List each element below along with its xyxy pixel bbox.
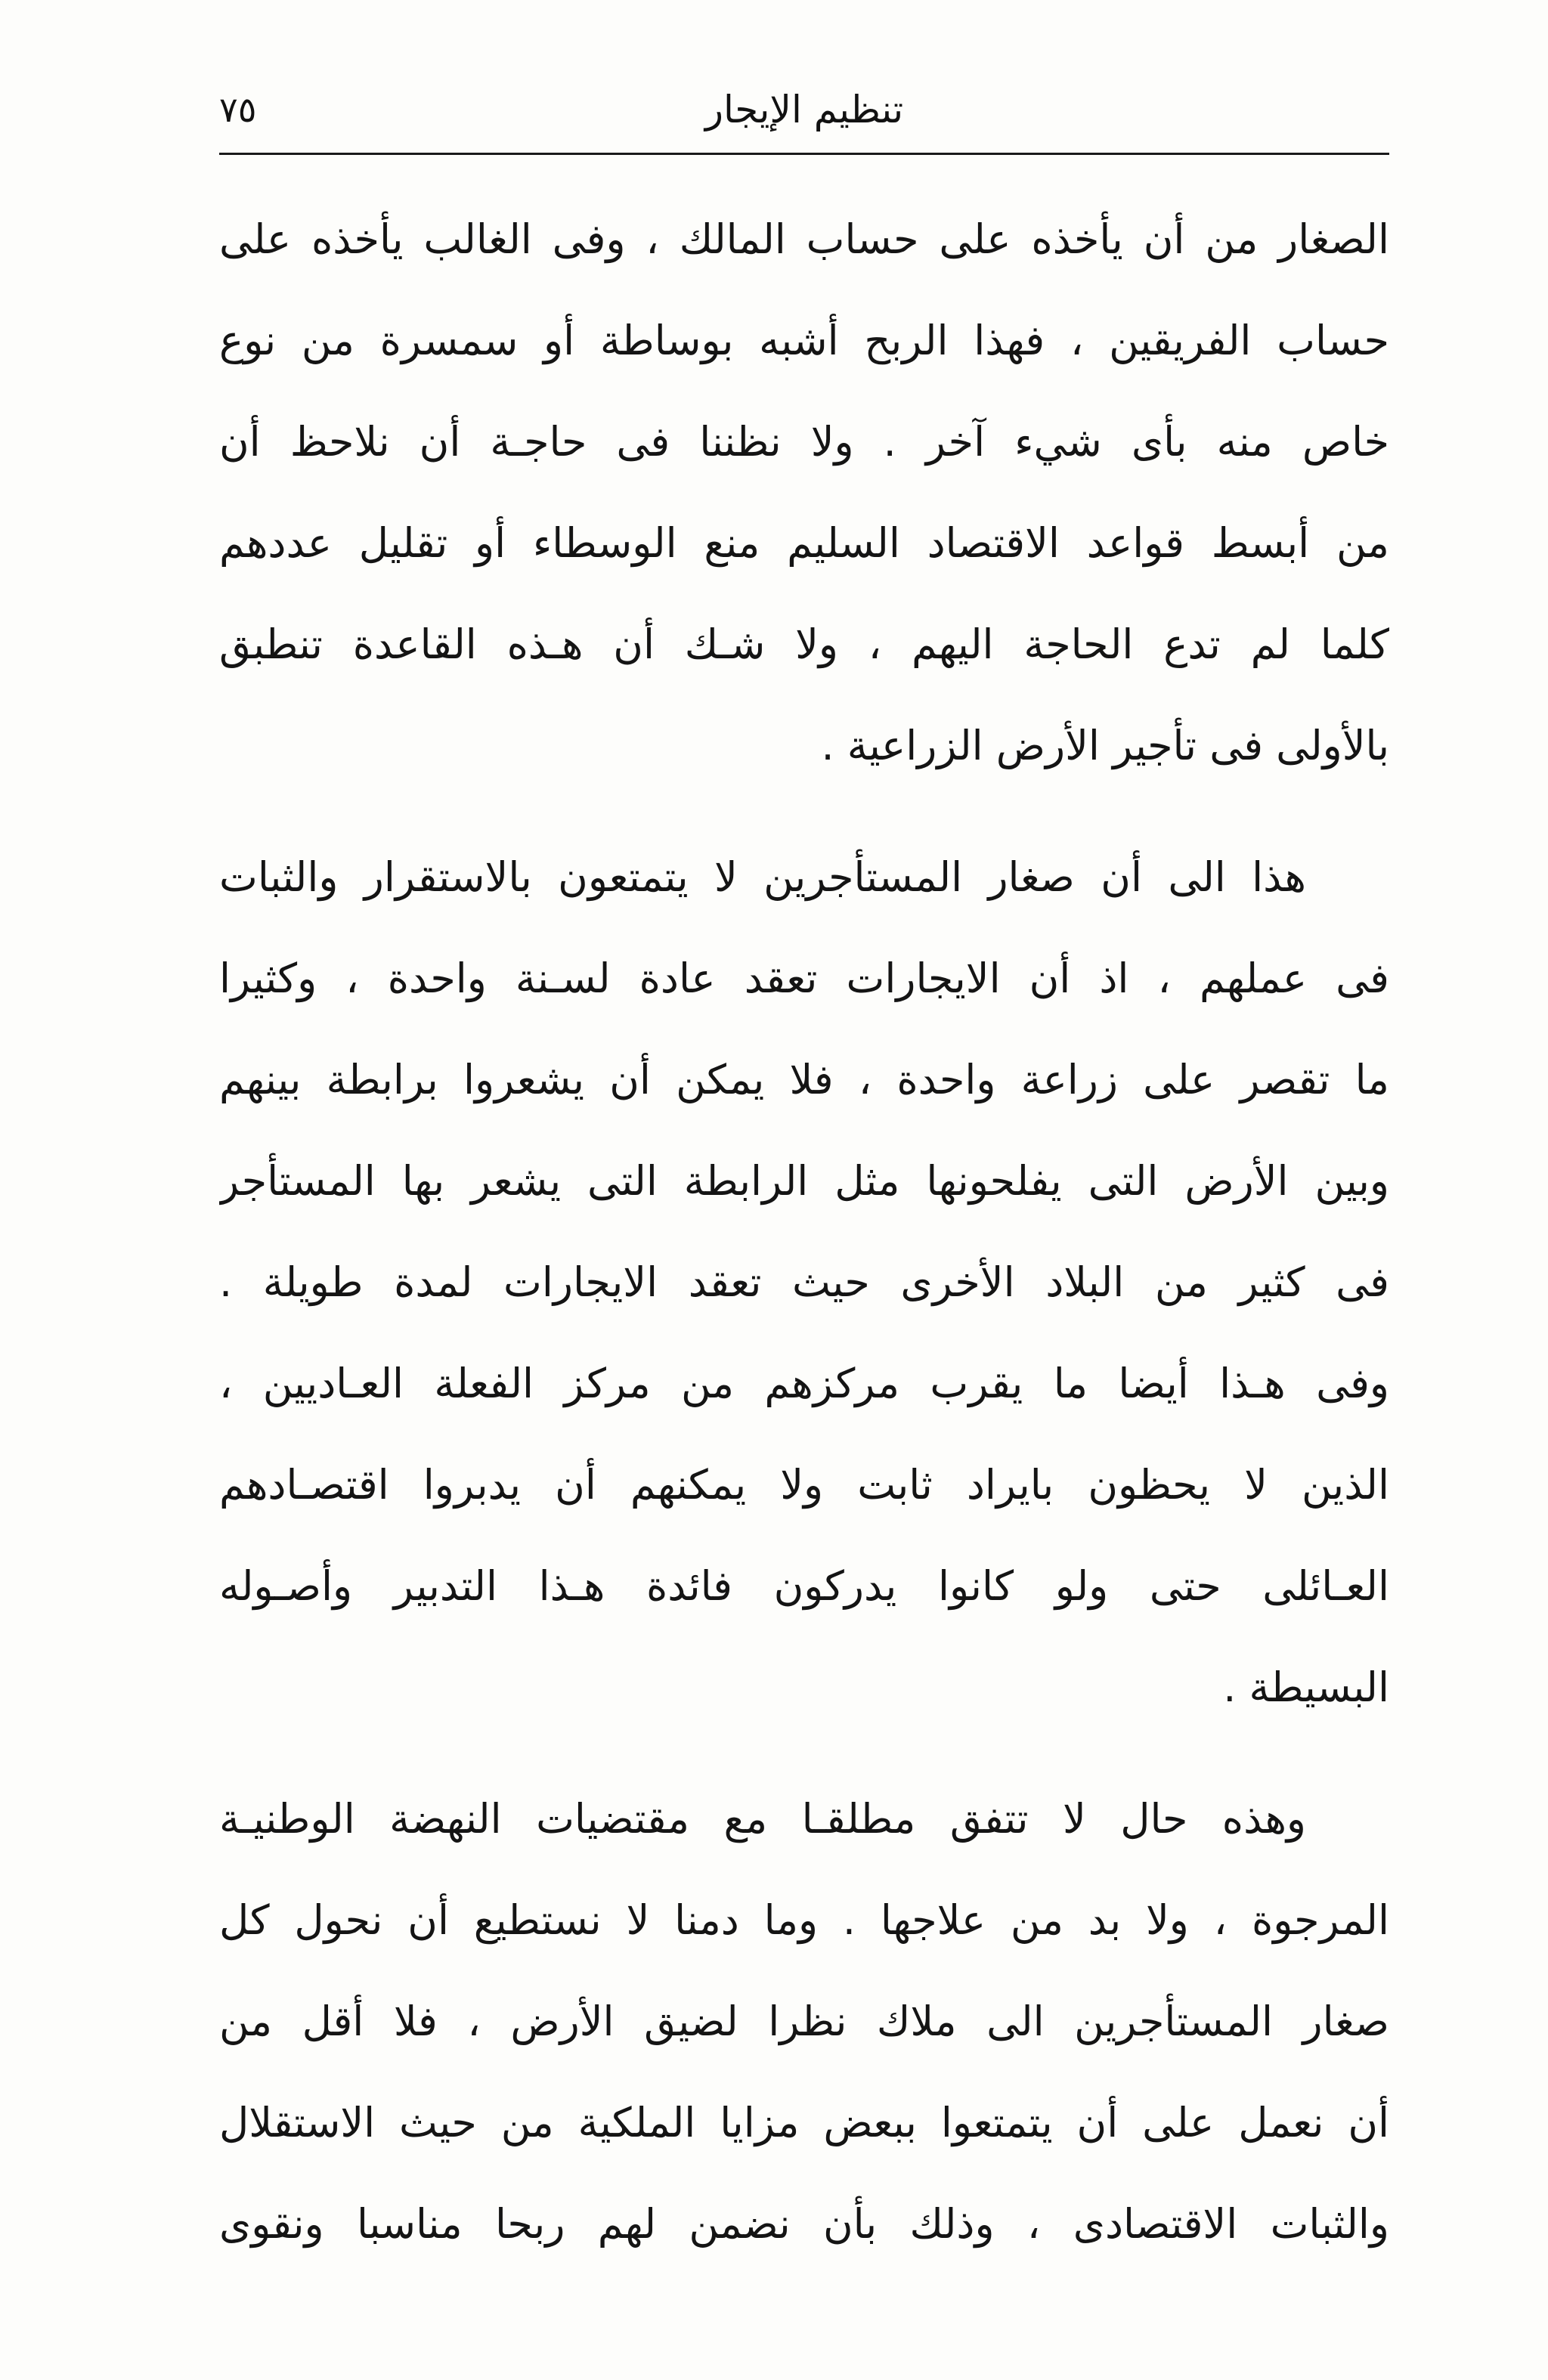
text-line: البسيطة . — [1223, 1664, 1389, 1711]
text-line: وفى هـذا أيضا ما يقرب مركزهم من مركز الفعلة العـاديين ، — [219, 1360, 1389, 1407]
text-line: والثبات الاقتصادى ، وذلك بأن نضمن لهم ربحا مناسبا ونقوى — [219, 2200, 1389, 2248]
text-line: فى كثير من البلاد الأخرى حيث تعقد الايجارات لمدة طويلة . — [219, 1258, 1389, 1306]
header-rule — [219, 153, 1389, 155]
text-line: وبين الأرض التى يفلحونها مثل الرابطة التى يشعر بها المستأجر — [219, 1157, 1389, 1205]
paragraph-3 — [219, 1769, 1389, 2275]
text-line: كلما لم تدع الحاجة اليهم ، ولا شـك أن هـذه القاعدة تنطبق — [219, 621, 1389, 668]
text-line: الذين لا يحظون بايراد ثابت ولا يمكنهم أن يدبروا اقتصـادهم — [219, 1461, 1389, 1509]
text-line: ما تقصر على زراعة واحدة ، فلا يمكن أن يشعروا برابطة بينهم — [219, 1056, 1389, 1103]
text-line: وهذه حال لا تتفق مطلقـا مع مقتضيات النهضة الوطنيـة — [219, 1795, 1306, 1843]
text-line: فى عملهم ، اذ أن الايجارات تعقد عادة لسـنة واحدة ، وكثيرا — [219, 955, 1389, 1002]
text-line: بالأولى فى تأجير الأرض الزراعية . — [821, 722, 1389, 769]
page-header — [219, 83, 1389, 159]
paragraph-1 — [219, 189, 1389, 797]
text-line: الصغار من أن يأخذه على حساب المالك ، وفى الغالب يأخذه على — [219, 215, 1389, 263]
text-line: صغار المستأجرين الى ملاك نظرا لضيق الأرض ، فلا أقل من — [219, 1998, 1389, 2045]
text-line: هذا الى أن صغار المستأجرين لا يتمتعون بالاستقرار والثبات — [219, 853, 1306, 901]
text-line: من أبسط قواعد الاقتصاد السليم منع الوسطاء أو تقليل عددهم — [219, 519, 1389, 567]
page-number: ٧٥ — [219, 89, 257, 130]
running-title: تنظيم الإيجار — [704, 88, 904, 132]
text-line: خاص منه بأى شيء آخر . ولا نظننا فى حاجـة أن نلاحظ أن — [219, 418, 1389, 466]
text-line: حساب الفريقين ، فهذا الربح أشبه بوساطة أو سمسرة من نوع — [219, 317, 1389, 364]
text-line: العـائلى حتى ولو كانوا يدركون فائدة هـذا التدبير وأصـوله — [219, 1562, 1389, 1610]
paragraph-2 — [219, 827, 1389, 1738]
text-line: أن نعمل على أن يتمتعوا ببعض مزايا الملكية من حيث الاستقلال — [219, 2099, 1389, 2146]
paragraph-gap — [219, 1738, 1389, 1769]
page-body — [219, 189, 1389, 2275]
text-line: المرجوة ، ولا بد من علاجها . وما دمنا لا نستطيع أن نحول كل — [219, 1896, 1389, 1944]
paragraph-gap — [219, 797, 1389, 827]
